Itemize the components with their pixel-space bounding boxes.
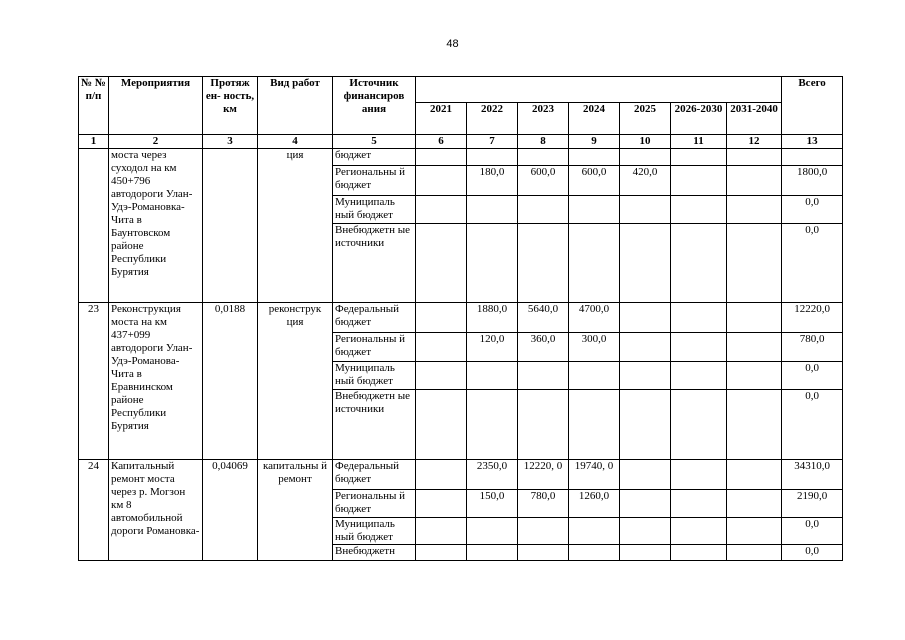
amount-cell <box>518 362 569 390</box>
amount-cell <box>518 224 569 303</box>
page-number: 48 <box>446 38 459 50</box>
funding-source: Внебюджетн <box>333 545 416 561</box>
amount-cell <box>518 390 569 460</box>
amount-cell <box>727 545 782 561</box>
amount-cell <box>727 490 782 518</box>
amount-cell <box>671 390 727 460</box>
funding-source: Муниципаль ный бюджет <box>333 362 416 390</box>
column-number: 10 <box>620 135 671 149</box>
total-cell: 12220,0 <box>782 303 843 333</box>
amount-cell <box>416 460 467 490</box>
amount-cell <box>518 518 569 545</box>
funding-source: Внебюджетн ые источники <box>333 224 416 303</box>
amount-cell <box>467 149 518 166</box>
column-number: 13 <box>782 135 843 149</box>
header-year: 2031-2040 <box>727 103 782 135</box>
amount-cell: 1260,0 <box>569 490 620 518</box>
table-row <box>79 460 843 490</box>
amount-cell <box>416 390 467 460</box>
table-row <box>79 303 843 333</box>
amount-cell: 780,0 <box>518 490 569 518</box>
amount-cell: 1880,0 <box>467 303 518 333</box>
amount-cell <box>727 460 782 490</box>
header-year: 2022 <box>467 103 518 135</box>
amount-cell <box>620 362 671 390</box>
amount-cell <box>569 390 620 460</box>
amount-cell <box>620 490 671 518</box>
total-cell: 0,0 <box>782 362 843 390</box>
amount-cell: 600,0 <box>569 166 620 196</box>
amount-cell <box>620 460 671 490</box>
header-source: Источник финансиров ания <box>333 77 416 135</box>
amount-cell <box>620 333 671 362</box>
total-cell <box>782 149 843 166</box>
length-km <box>203 149 258 303</box>
total-cell: 0,0 <box>782 224 843 303</box>
amount-cell <box>569 224 620 303</box>
funding-source: Внебюджетн ые источники <box>333 390 416 460</box>
amount-cell: 5640,0 <box>518 303 569 333</box>
amount-cell <box>518 149 569 166</box>
funding-source: Муниципаль ный бюджет <box>333 518 416 545</box>
amount-cell <box>671 518 727 545</box>
length-km: 0,0188 <box>203 303 258 460</box>
amount-cell <box>620 518 671 545</box>
row-number: 23 <box>79 303 109 460</box>
amount-cell <box>467 518 518 545</box>
amount-cell <box>620 303 671 333</box>
amount-cell <box>467 362 518 390</box>
amount-cell: 180,0 <box>467 166 518 196</box>
amount-cell: 360,0 <box>518 333 569 362</box>
column-number: 5 <box>333 135 416 149</box>
header-year: 2023 <box>518 103 569 135</box>
amount-cell <box>467 196 518 224</box>
header-num: № № п/п <box>79 77 109 135</box>
event-name: Реконструкция моста на км 437+099 автодороги Улан-Удэ-Романова-Чита в Еравнинском районе Республики Бурятия <box>109 303 203 460</box>
total-cell: 780,0 <box>782 333 843 362</box>
total-cell: 2190,0 <box>782 490 843 518</box>
amount-cell <box>467 224 518 303</box>
header-total: Всего <box>782 77 843 135</box>
amount-cell <box>727 166 782 196</box>
amount-cell <box>671 303 727 333</box>
amount-cell <box>671 545 727 561</box>
amount-cell <box>671 333 727 362</box>
amount-cell <box>727 149 782 166</box>
total-cell: 0,0 <box>782 545 843 561</box>
amount-cell <box>518 545 569 561</box>
amount-cell <box>416 149 467 166</box>
amount-cell <box>416 545 467 561</box>
amount-cell: 120,0 <box>467 333 518 362</box>
amount-cell <box>569 518 620 545</box>
amount-cell <box>727 196 782 224</box>
table-row <box>79 149 843 166</box>
header-year: 2024 <box>569 103 620 135</box>
column-number: 4 <box>258 135 333 149</box>
amount-cell <box>620 149 671 166</box>
header-year: 2025 <box>620 103 671 135</box>
header-work: Вид работ <box>258 77 333 135</box>
column-number: 11 <box>671 135 727 149</box>
header-year: 2026-2030 <box>671 103 727 135</box>
amount-cell <box>518 196 569 224</box>
amount-cell: 19740, 0 <box>569 460 620 490</box>
amount-cell <box>671 362 727 390</box>
amount-cell <box>727 333 782 362</box>
column-number: 3 <box>203 135 258 149</box>
funding-source: Региональны й бюджет <box>333 490 416 518</box>
amount-cell: 4700,0 <box>569 303 620 333</box>
event-name: моста через суходол на км 450+796 автодороги Улан-Удэ-Романовка-Чита в Баунтовском районе Республики Бурятия <box>109 149 203 303</box>
amount-cell <box>569 362 620 390</box>
amount-cell <box>671 196 727 224</box>
amount-cell <box>727 224 782 303</box>
amount-cell <box>671 149 727 166</box>
header-year: 2021 <box>416 103 467 135</box>
amount-cell <box>620 224 671 303</box>
amount-cell: 420,0 <box>620 166 671 196</box>
total-cell: 0,0 <box>782 518 843 545</box>
column-number: 1 <box>79 135 109 149</box>
amount-cell: 300,0 <box>569 333 620 362</box>
header-length: Протяж ен- ность, км <box>203 77 258 135</box>
funding-source: Федеральный бюджет <box>333 460 416 490</box>
amount-cell <box>671 490 727 518</box>
column-number: 6 <box>416 135 467 149</box>
amount-cell <box>416 490 467 518</box>
header-years-group <box>416 77 782 103</box>
amount-cell <box>569 196 620 224</box>
column-number: 8 <box>518 135 569 149</box>
header-event: Мероприятия <box>109 77 203 135</box>
work-type: реконструк ция <box>258 303 333 460</box>
amount-cell <box>416 224 467 303</box>
amount-cell <box>416 303 467 333</box>
funding-source: бюджет <box>333 149 416 166</box>
amount-cell <box>671 224 727 303</box>
funding-source: Региональны й бюджет <box>333 166 416 196</box>
funding-source: Муниципаль ный бюджет <box>333 196 416 224</box>
column-number: 2 <box>109 135 203 149</box>
amount-cell <box>620 196 671 224</box>
amount-cell: 12220, 0 <box>518 460 569 490</box>
amount-cell <box>727 303 782 333</box>
amount-cell: 600,0 <box>518 166 569 196</box>
amount-cell <box>620 390 671 460</box>
financing-table <box>78 76 843 561</box>
amount-cell <box>416 166 467 196</box>
amount-cell <box>416 196 467 224</box>
amount-cell <box>416 362 467 390</box>
funding-source: Федеральный бюджет <box>333 303 416 333</box>
amount-cell <box>620 545 671 561</box>
amount-cell <box>569 545 620 561</box>
row-number <box>79 149 109 303</box>
column-number: 7 <box>467 135 518 149</box>
amount-cell <box>671 166 727 196</box>
amount-cell <box>727 362 782 390</box>
total-cell: 1800,0 <box>782 166 843 196</box>
amount-cell: 150,0 <box>467 490 518 518</box>
amount-cell <box>727 518 782 545</box>
amount-cell <box>416 518 467 545</box>
funding-source: Региональны й бюджет <box>333 333 416 362</box>
amount-cell <box>671 460 727 490</box>
amount-cell <box>467 545 518 561</box>
total-cell: 34310,0 <box>782 460 843 490</box>
total-cell: 0,0 <box>782 196 843 224</box>
column-number: 12 <box>727 135 782 149</box>
amount-cell <box>727 390 782 460</box>
work-type: ция <box>258 149 333 303</box>
column-number: 9 <box>569 135 620 149</box>
total-cell: 0,0 <box>782 390 843 460</box>
amount-cell: 2350,0 <box>467 460 518 490</box>
length-km: 0,04069 <box>203 460 258 561</box>
amount-cell <box>569 149 620 166</box>
amount-cell <box>416 333 467 362</box>
work-type: капитальны й ремонт <box>258 460 333 561</box>
row-number: 24 <box>79 460 109 561</box>
amount-cell <box>467 390 518 460</box>
event-name: Капитальный ремонт моста через р. Могзон км 8 автомобильной дороги Романовка- <box>109 460 203 561</box>
